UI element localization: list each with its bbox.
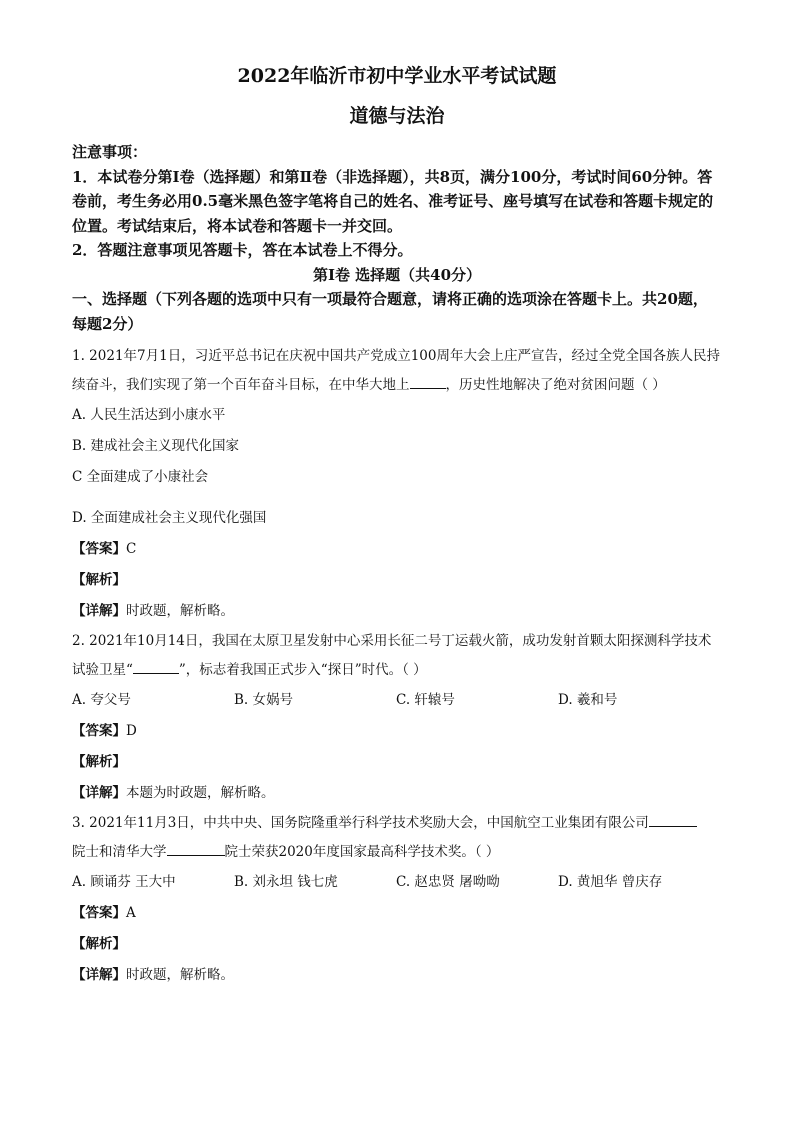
question-3-answer: 【答案】A xyxy=(72,905,136,921)
notice-heading: 注意事项： xyxy=(72,143,148,161)
subject-title: 道德与法治 xyxy=(349,105,445,127)
question-3-option-a: A. 顾诵芬 王大中 xyxy=(72,874,176,890)
question-1-option-d: D. 全面建成社会主义现代化强国 xyxy=(72,510,267,526)
exam-page xyxy=(72,62,722,991)
notice-item-2: 2．答题注意事项见答题卡，答在本试卷上不得分。 xyxy=(72,241,413,259)
notice-item-1: 1．本试卷分第Ⅰ卷（选择题）和第Ⅱ卷（非选择题），共8页，满分100分，考试时间60分钟。答卷前，考生务必用0.5毫米黑色签字笔将自己的姓名、准考证号、座号填写在试卷和答题卡规定的位置。考试结束后，将本试卷和答题卡一并交回。 xyxy=(72,167,714,235)
exam-title: 2022年临沂市初中学业水平考试试题 xyxy=(237,65,557,87)
section-title: 第Ⅰ卷 选择题（共40分） xyxy=(312,265,482,284)
question-2-option-b: B. 女娲号 xyxy=(234,692,294,708)
question-1-detail: 【详解】时政题，解析略。 xyxy=(72,603,234,619)
answer-blank xyxy=(649,812,697,827)
question-3-option-b: B. 刘永坦 钱七虎 xyxy=(234,874,338,890)
question-3-analysis: 【解析】 xyxy=(72,936,126,952)
question-2-option-a: A. 夸父号 xyxy=(72,692,131,708)
question-2-stem: 2. 2021年10月14日，我国在太原卫星发射中心采用长征二号丁运载火箭，成功发射首颗太阳探测科学技术试验卫星“ ”，标志着我国正式步入“探日”时代。（ ） xyxy=(72,633,712,678)
question-2-options xyxy=(72,685,722,716)
question-1-option-b: B. 建成社会主义现代化国家 xyxy=(72,438,240,454)
question-3-options xyxy=(72,867,722,898)
question-3-detail: 【详解】时政题，解析略。 xyxy=(72,967,234,983)
question-2-answer: 【答案】D xyxy=(72,723,137,739)
answer-blank xyxy=(410,374,446,389)
question-1-option-a: A. 人民生活达到小康水平 xyxy=(72,407,226,423)
answer-blank xyxy=(167,841,225,856)
question-1-answer: 【答案】C xyxy=(72,541,137,557)
question-3-option-c: C. 赵忠贤 屠呦呦 xyxy=(396,874,500,890)
answer-blank xyxy=(133,659,179,674)
question-2-analysis: 【解析】 xyxy=(72,754,126,770)
question-1-analysis: 【解析】 xyxy=(72,572,126,588)
question-2-option-d: D. 羲和号 xyxy=(558,692,618,708)
section-instruction: 一、选择题（下列各题的选项中只有一项最符合题意，请将正确的选项涂在答题卡上。共20题，每题2分） xyxy=(72,290,708,333)
question-3-option-d: D. 黄旭华 曾庆存 xyxy=(558,874,663,890)
question-2-option-c: C. 轩辕号 xyxy=(396,692,455,708)
question-2-detail: 【详解】本题为时政题，解析略。 xyxy=(72,785,275,801)
question-1-option-c: C 全面建成了小康社会 xyxy=(72,469,209,485)
question-1-stem: 1. 2021年7月1日，习近平总书记在庆祝中国共产党成立100周年大会上庄严宣告，经过全党全国各族人民持续奋斗，我们实现了第一个百年奋斗目标，在中华大地上 ，历史性地解决了绝对贫困问题（ ） xyxy=(72,348,720,393)
question-3-stem: 3. 2021年11月3日，中共中央、国务院隆重举行科学技术奖励大会，中国航空工业集团有限公司 院士和清华大学 院士荣获2020年度国家最高科学技术奖。（ ） xyxy=(72,809,722,867)
